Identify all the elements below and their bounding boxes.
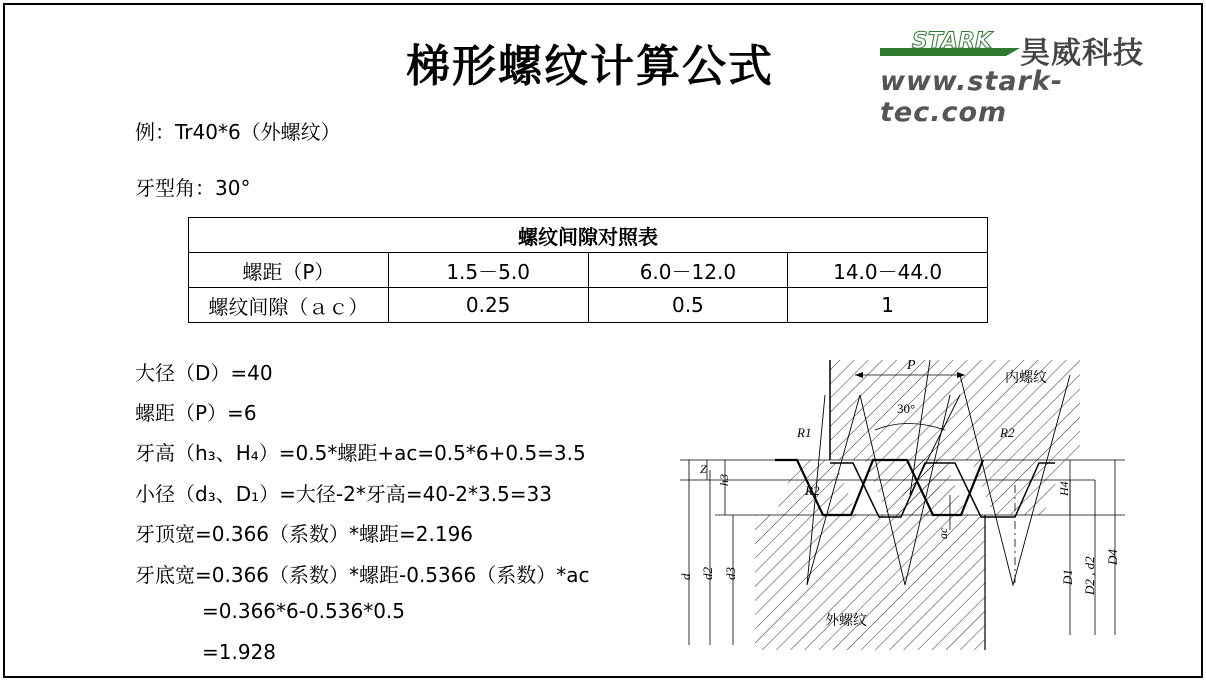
label-ac: ac: [936, 527, 950, 539]
stark-badge-icon: [880, 30, 1020, 56]
label-d2: d2: [700, 567, 715, 580]
external-thread-region: [755, 460, 985, 650]
table-cell: 6.0－12.0: [588, 253, 788, 288]
example-text: 例：Tr40*6（外螺纹）: [135, 120, 341, 144]
company-logo: [880, 28, 1180, 128]
profile-angle-text: 牙型角：30°: [135, 176, 251, 200]
formula-line: =0.366*6-0.536*0.5: [202, 599, 406, 623]
label-Z: Z: [700, 462, 707, 476]
label-h3: h3: [717, 474, 731, 486]
label-R2-left: R2: [805, 483, 820, 498]
table-cell: 1: [788, 288, 988, 323]
label-angle: 30°: [897, 401, 916, 416]
formula-line: 牙高（h₃、H₄）=0.5*螺距+ac=0.5*6+0.5=3.5: [135, 441, 586, 465]
table-cell: 0.25: [388, 288, 588, 323]
label-D1: D1: [1060, 569, 1075, 585]
table-cell: 螺距（P）: [189, 253, 389, 288]
formula-line: =1.928: [202, 640, 277, 664]
label-P: P: [907, 358, 916, 373]
table-caption: 螺纹间隙对照表: [189, 218, 988, 253]
table-cell: 螺纹间隙（ａｃ）: [189, 288, 389, 323]
label-d3: d3: [723, 567, 738, 580]
thread-profile-diagram: [675, 355, 1135, 650]
label-H4: H4: [1057, 481, 1071, 496]
formula-line: 螺距（P）=6: [135, 401, 257, 425]
table-cell: 1.5－5.0: [388, 253, 588, 288]
logo-badge-text: STARK: [911, 30, 993, 54]
label-R2-right: R2: [1000, 425, 1015, 440]
company-url: www.stark-tec.com: [880, 66, 1064, 128]
label-R1: R1: [797, 425, 812, 440]
page-title: 梯形螺纹计算公式: [406, 41, 774, 92]
clearance-table: [188, 217, 988, 323]
company-name: 昊威科技: [1020, 36, 1144, 71]
formula-line: 小径（d₃、D₁）=大径-2*牙高=40-2*3.5=33: [135, 482, 552, 506]
formula-line: 牙底宽=0.366（系数）*螺距-0.5366（系数）*ac: [135, 563, 590, 587]
formula-line: 牙顶宽=0.366（系数）*螺距=2.196: [135, 522, 474, 546]
label-inner-thread: 内螺纹: [1005, 370, 1047, 386]
label-D4: D4: [1105, 549, 1120, 565]
formula-line: 大径（D）=40: [135, 361, 273, 385]
table-cell: 14.0－44.0: [788, 253, 988, 288]
label-outer-thread: 外螺纹: [825, 613, 867, 629]
label-D2d2: D2 , d2: [1082, 556, 1097, 595]
label-d: d: [678, 573, 693, 580]
table-row: [189, 288, 988, 323]
table-row: [189, 253, 988, 288]
table-cell: 0.5: [588, 288, 788, 323]
